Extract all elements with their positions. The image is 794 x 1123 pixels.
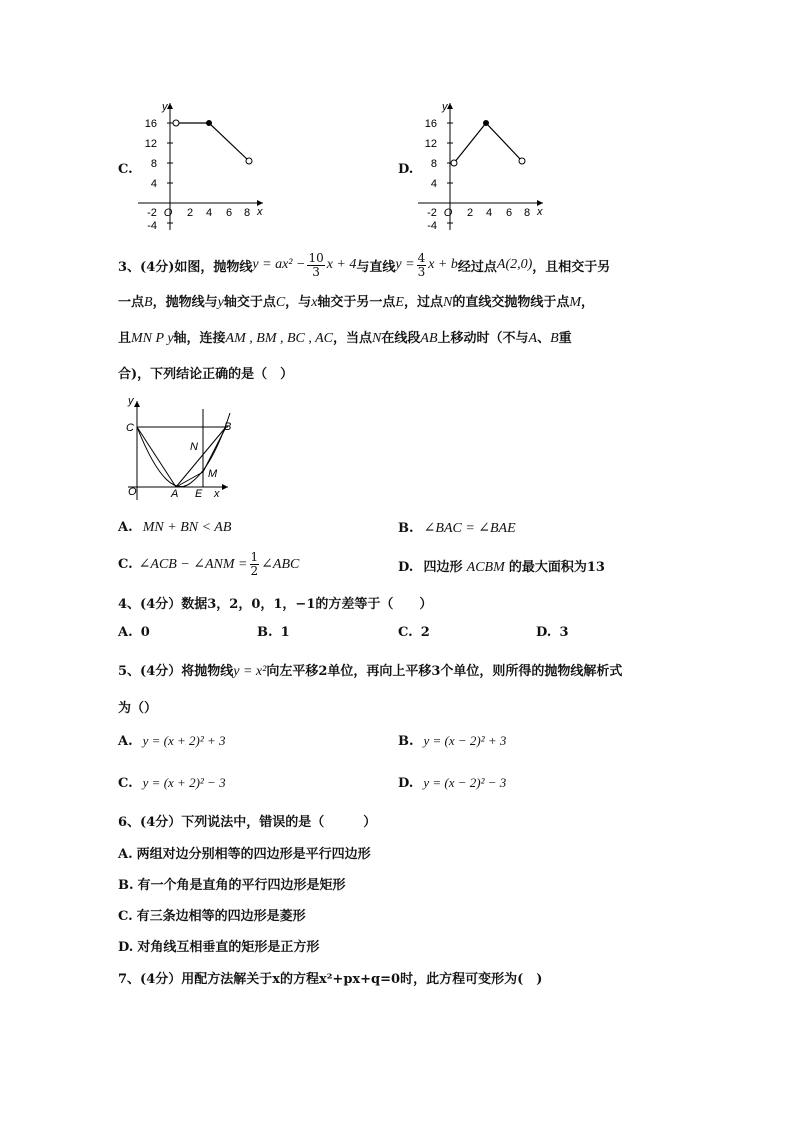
q3-option-a[interactable]: A. MN + BN < AB xyxy=(118,520,232,535)
q4-option-b[interactable]: B. 1 xyxy=(257,625,290,640)
x-axis-label: x xyxy=(257,206,263,218)
y-tick: 12 xyxy=(424,138,437,150)
segment-ab xyxy=(176,427,226,487)
q3-stem-line3: 且MN P y轴，连接AM , BM , BC , AC，当点N在线段AB上移动时（不与A、B重 xyxy=(118,331,572,346)
y-tick: 16 xyxy=(424,118,437,130)
x-tick: 6 xyxy=(225,207,233,219)
y-tick: -4 xyxy=(147,220,157,232)
q6-option-c[interactable]: C. 有三条边相等的四边形是菱形 xyxy=(118,909,306,924)
x-tick: -2 xyxy=(427,207,437,219)
segment-am xyxy=(176,472,203,487)
x-tick: -2 xyxy=(147,207,157,219)
q3-stem-line4: 合)，下列结论正确的是（ ） xyxy=(118,367,294,382)
q4-option-c[interactable]: C. 2 xyxy=(398,625,430,640)
q6-stem: 6、(4分）下列说法中，错误的是（ ） xyxy=(118,815,377,830)
svg-text:A: A xyxy=(171,488,179,500)
q3-stem-line1: 3、(4分)如图，抛物线 y = ax² − $\frac{10}{3}$ x + 4 与直线 y = $\frac{4}{3}$ x + b 经过点 A(2,0) ，且相交于另 xyxy=(118,250,611,279)
option-c-label: C. xyxy=(118,162,133,177)
y-axis-label: y xyxy=(442,101,448,113)
q4-stem: 4、(4分）数据3，2，0，1，−1的方差等于（ ） xyxy=(118,597,433,612)
q3-option-b[interactable]: B. ∠BAC = ∠BAE xyxy=(398,521,516,536)
fraction: $\frac{4}{3}$ xyxy=(417,250,426,279)
x-tick: 2 xyxy=(466,207,474,219)
q5-option-d[interactable]: D. y = (x − 2)² − 3 xyxy=(398,775,507,791)
q6-option-b[interactable]: B. 有一个角是直角的平行四边形是矩形 xyxy=(118,878,346,893)
y-tick: -4 xyxy=(427,220,437,232)
q4-option-d[interactable]: D. 3 xyxy=(536,625,569,640)
y-tick: 4 xyxy=(150,178,157,190)
y-tick: 4 xyxy=(430,178,437,190)
fraction: $\frac{10}{3}$ xyxy=(308,250,324,279)
graph-option-c xyxy=(138,98,273,233)
segment-ca xyxy=(137,427,176,487)
y-tick: 8 xyxy=(150,158,157,170)
graph-option-d xyxy=(418,98,553,233)
closed-point xyxy=(206,120,212,126)
x-tick: 6 xyxy=(505,207,513,219)
x-axis-label: x xyxy=(537,206,543,218)
q4-option-a[interactable]: A. 0 xyxy=(118,625,150,640)
svg-text:x: x xyxy=(214,488,220,500)
open-point xyxy=(519,158,525,164)
x-tick: 4 xyxy=(205,207,213,219)
closed-point xyxy=(483,120,489,126)
y-tick: 16 xyxy=(144,118,157,130)
q5-stem-line2: 为（） xyxy=(118,701,158,716)
origin-label: O xyxy=(443,207,453,219)
open-point xyxy=(246,158,252,164)
y-axis-label: y xyxy=(162,101,168,113)
svg-text:E: E xyxy=(195,488,203,500)
svg-text:N: N xyxy=(190,441,198,453)
q5-option-c[interactable]: C. y = (x + 2)² − 3 xyxy=(118,775,226,791)
q3-figure xyxy=(118,395,243,505)
y-tick: 8 xyxy=(430,158,437,170)
svg-text:O: O xyxy=(128,486,137,498)
x-tick: 8 xyxy=(243,207,251,219)
x-tick: 4 xyxy=(485,207,493,219)
q6-option-d[interactable]: D. 对角线互相垂直的矩形是正方形 xyxy=(118,940,320,955)
graph-line xyxy=(454,123,522,163)
option-d-label: D. xyxy=(398,162,414,177)
q5-option-b[interactable]: B. y = (x − 2)² + 3 xyxy=(398,733,507,749)
y-tick: 12 xyxy=(144,138,157,150)
svg-text:M: M xyxy=(208,468,218,480)
q5-stem-line1: 5、(4分）将抛物线y = x²向左平移2单位，再向上平移3个单位，则所得的抛物线解析式 xyxy=(118,664,623,679)
origin-label: O xyxy=(163,207,173,219)
q6-option-a[interactable]: A. 两组对边分别相等的四边形是平行四边形 xyxy=(118,847,371,862)
svg-text:y: y xyxy=(128,395,134,407)
svg-text:B: B xyxy=(224,421,232,433)
q3-option-d[interactable]: D. 四边形 ACBM 的最大面积为13 xyxy=(398,560,605,575)
q7-stem: 7、(4分）用配方法解关于x的方程x²+px+q=0时，此方程可变形为( ) xyxy=(118,972,543,987)
open-point xyxy=(451,160,457,166)
q5-option-a[interactable]: A. y = (x + 2)² + 3 xyxy=(118,733,226,749)
q3-stem-line2: 一点B，抛物线与y轴交于点C，与x轴交于另一点E，过点N的直线交抛物线于点M， xyxy=(118,295,595,310)
graph-line xyxy=(176,123,249,161)
svg-text:C: C xyxy=(126,422,134,434)
fraction: $\frac{1}{2}$ xyxy=(250,549,259,578)
x-tick: 2 xyxy=(186,207,194,219)
q3-option-c[interactable]: C. ∠ACB − ∠ANM = $\frac{1}{2}$ ∠ABC xyxy=(118,549,300,578)
open-point xyxy=(173,120,179,126)
x-tick: 8 xyxy=(523,207,531,219)
